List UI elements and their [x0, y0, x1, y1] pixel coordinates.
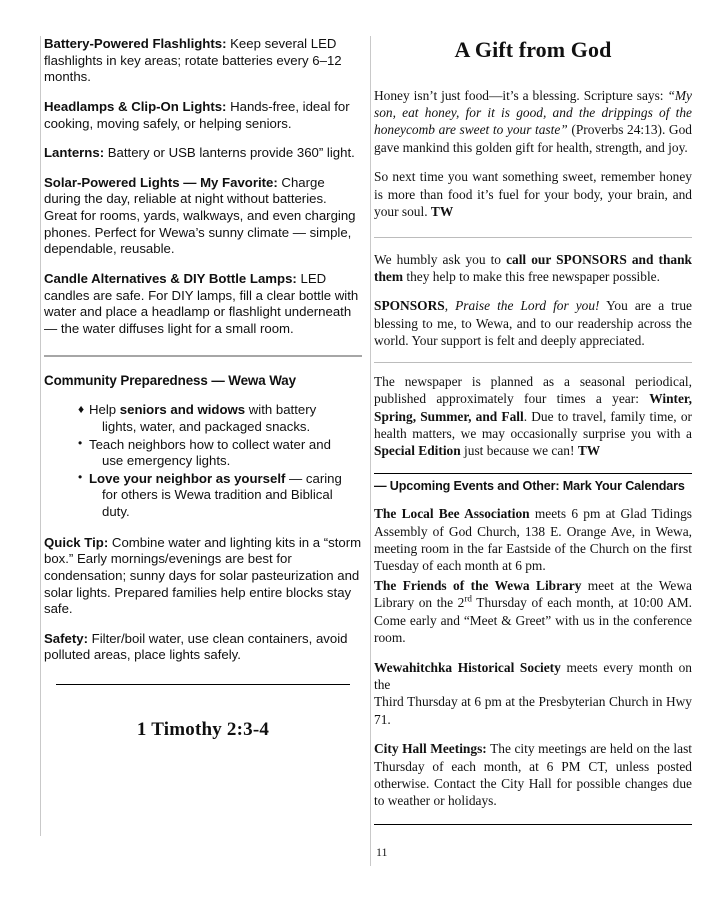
schedule-part-3: just because we can!: [460, 443, 578, 459]
sweet-text: So next time you want something sweet, remember honey is more than food it’s fuel for your body, your brain, and your soul.: [374, 169, 692, 220]
bullet-lead: Teach neighbors how to collect water and: [89, 436, 331, 452]
sponsors-comma: ,: [444, 298, 456, 314]
event-details-a: meet at the Wewa Library on the 2: [374, 577, 692, 611]
quick-tip-term: Quick Tip:: [44, 534, 109, 550]
schedule-paragraph: [374, 373, 692, 460]
event-bee-association: [374, 505, 692, 575]
entry-text: Charge during the day, reliable at night without batteries. Great for rooms, yards, walkways, and even charging phones. Perfect for Wewa’s sunny climate — simple, dependable, reusable.: [44, 174, 356, 257]
divider-black-left: [56, 684, 350, 685]
event-name: The Local Bee Association: [374, 506, 530, 522]
dot-bullet-icon: •: [78, 436, 83, 451]
scripture-quote: “My son, eat honey, for it is good, and the drippings of the honeycomb are sweet to your taste”: [374, 87, 692, 138]
divider-gray-left: [44, 355, 362, 357]
bullet-continuation: for others is Wewa tradition and Biblical duty.: [102, 487, 333, 520]
list-item: [78, 402, 362, 435]
sponsors-praise: Praise the Lord for you!: [455, 298, 600, 314]
schedule-part-1: The newspaper is planned as a seasonal periodical, published approximately four times a year:: [374, 373, 692, 407]
bullet-bold: Love your neighbor as yourself: [89, 470, 286, 486]
bullet-bold: seniors and widows: [119, 402, 246, 418]
event-name: City Hall Meetings:: [374, 741, 487, 757]
safety-term: Safety:: [44, 630, 88, 646]
entry-term: Headlamps & Clip-On Lights:: [44, 98, 227, 114]
event-details-a: meets every month on the: [374, 659, 692, 692]
entry-battery-flashlights: [44, 36, 362, 86]
event-name: The Friends of the Wewa Library: [374, 577, 582, 593]
entry-text: Battery or USB lanterns provide 360” light.: [104, 145, 355, 161]
bullet-rest: with battery: [245, 402, 317, 418]
entry-solar-lights: [44, 175, 362, 258]
entry-term: Lanterns:: [44, 145, 105, 161]
entry-headlamps: [44, 99, 362, 132]
honey-rest: (Proverbs 24:13). God gave mankind this golden gift for health, strength, and joy.: [374, 122, 692, 155]
diamond-bullet-icon: ♦: [78, 401, 85, 416]
page-title: A Gift from God: [454, 37, 612, 62]
scripture-reference: 1 Timothy 2:3-4: [136, 719, 270, 741]
divider-bottom-right: [374, 824, 692, 825]
author-initials: TW: [577, 443, 601, 459]
divider-above-schedule: [374, 362, 692, 363]
events-section-heading: — Upcoming Events and Other: Mark Your Calendars: [374, 478, 685, 493]
sponsors-thanks-rest: You are a true blessing to me, to Wewa, and to our readership across the world. Your support is felt and deeply appreciated.: [374, 298, 692, 349]
quick-tip-paragraph: [44, 535, 362, 618]
entry-lanterns: [44, 145, 362, 162]
event-friends-of-library: [374, 577, 692, 647]
entry-text: LED candles are safe. For DIY lamps, fill a clear bottle with water and place a headlamp or flashlight underneath — the water diffuses light for a small room.: [44, 270, 359, 336]
sponsors-ask-lead: We humbly ask you to: [374, 251, 507, 267]
sponsors-ask-rest: they help to make this free newspaper possible.: [403, 268, 660, 284]
bullet-lead: Help: [89, 402, 120, 418]
honey-paragraph: [374, 87, 692, 157]
entry-text: Hands-free, ideal for cooking, moving safely, or helping seniors.: [44, 98, 350, 131]
community-preparedness-heading: Community Preparedness — Wewa Way: [44, 373, 296, 389]
bullet-continuation: lights, water, and packaged snacks.: [102, 418, 311, 434]
entry-candle-alternatives: [44, 271, 362, 338]
event-city-hall: [374, 740, 692, 810]
sponsors-ask-paragraph: [374, 251, 692, 286]
event-historical-society: [374, 659, 692, 729]
right-column-body: [374, 36, 692, 860]
sponsors-ask-bold: call our SPONSORS and thank them: [374, 251, 692, 284]
safety-text: Filter/boil water, use clean containers, avoid polluted areas, place lights safely.: [44, 630, 348, 663]
page-number: 11: [376, 844, 388, 859]
dot-bullet-icon: •: [78, 470, 83, 485]
sponsors-label: SPONSORS: [374, 298, 445, 314]
right-column: [370, 36, 692, 866]
entry-term: Battery-Powered Flashlights:: [44, 36, 227, 51]
bullet-rest: — caring: [285, 470, 342, 486]
divider-above-sponsors: [374, 237, 692, 238]
sponsors-thanks-paragraph: [374, 297, 692, 349]
bullet-continuation: use emergency lights.: [102, 453, 231, 469]
event-name: Wewahitchka Historical Society: [374, 659, 561, 675]
ordinal-suffix: rd: [464, 593, 472, 604]
event-details-b: Third Thursday at 6 pm at the Presbyterian Church in Hwy 71.: [374, 694, 692, 727]
schedule-special-edition: Special Edition: [374, 443, 461, 459]
list-item: [78, 437, 362, 470]
safety-paragraph: [44, 631, 362, 664]
schedule-seasons: Winter, Spring, Summer, and Fall: [374, 391, 692, 424]
event-details-b: Thursday of each month, at 10:00 AM. Come early and “Meet & Greet” with us in the conference room.: [374, 595, 692, 646]
honey-lead: Honey isn’t just food—it’s a blessing. Scripture says:: [374, 87, 668, 103]
entry-term: Candle Alternatives & DIY Bottle Lamps:: [44, 270, 297, 286]
event-details: meets 6 pm at Glad Tidings Assembly of God Church, 138 E. Orange Ave, in Wewa, meeting room in the far Eastside of the Church on the first Tuesday of each month at 6 pm.: [374, 506, 692, 574]
left-column: [40, 36, 362, 836]
community-bullet-list: [44, 402, 362, 520]
author-initials: TW: [430, 204, 454, 220]
schedule-part-2: . Due to travel, family time, or health matters, we may occasionally surprise you with a: [374, 408, 692, 441]
left-column-body: [44, 36, 362, 742]
entry-term: Solar-Powered Lights — My Favorite:: [44, 174, 278, 190]
list-item: [78, 471, 362, 521]
quick-tip-text: Combine water and lighting kits in a “storm box.” Early mornings/evenings are best for condensation; sunny days for solar pasteurization and solar lights. Prepared families help entire blocks stay safe.: [44, 534, 362, 617]
entry-text: Keep several LED flashlights in key areas; rotate batteries every 6–12 months.: [44, 36, 342, 85]
sweet-paragraph: [374, 168, 692, 220]
divider-above-events: [374, 473, 692, 474]
event-details: The city meetings are held on the last Thursday of each month, at 6 PM CT, unless posted otherwise. Contact the City Hall for possible changes due to weather or holidays.: [374, 741, 693, 809]
